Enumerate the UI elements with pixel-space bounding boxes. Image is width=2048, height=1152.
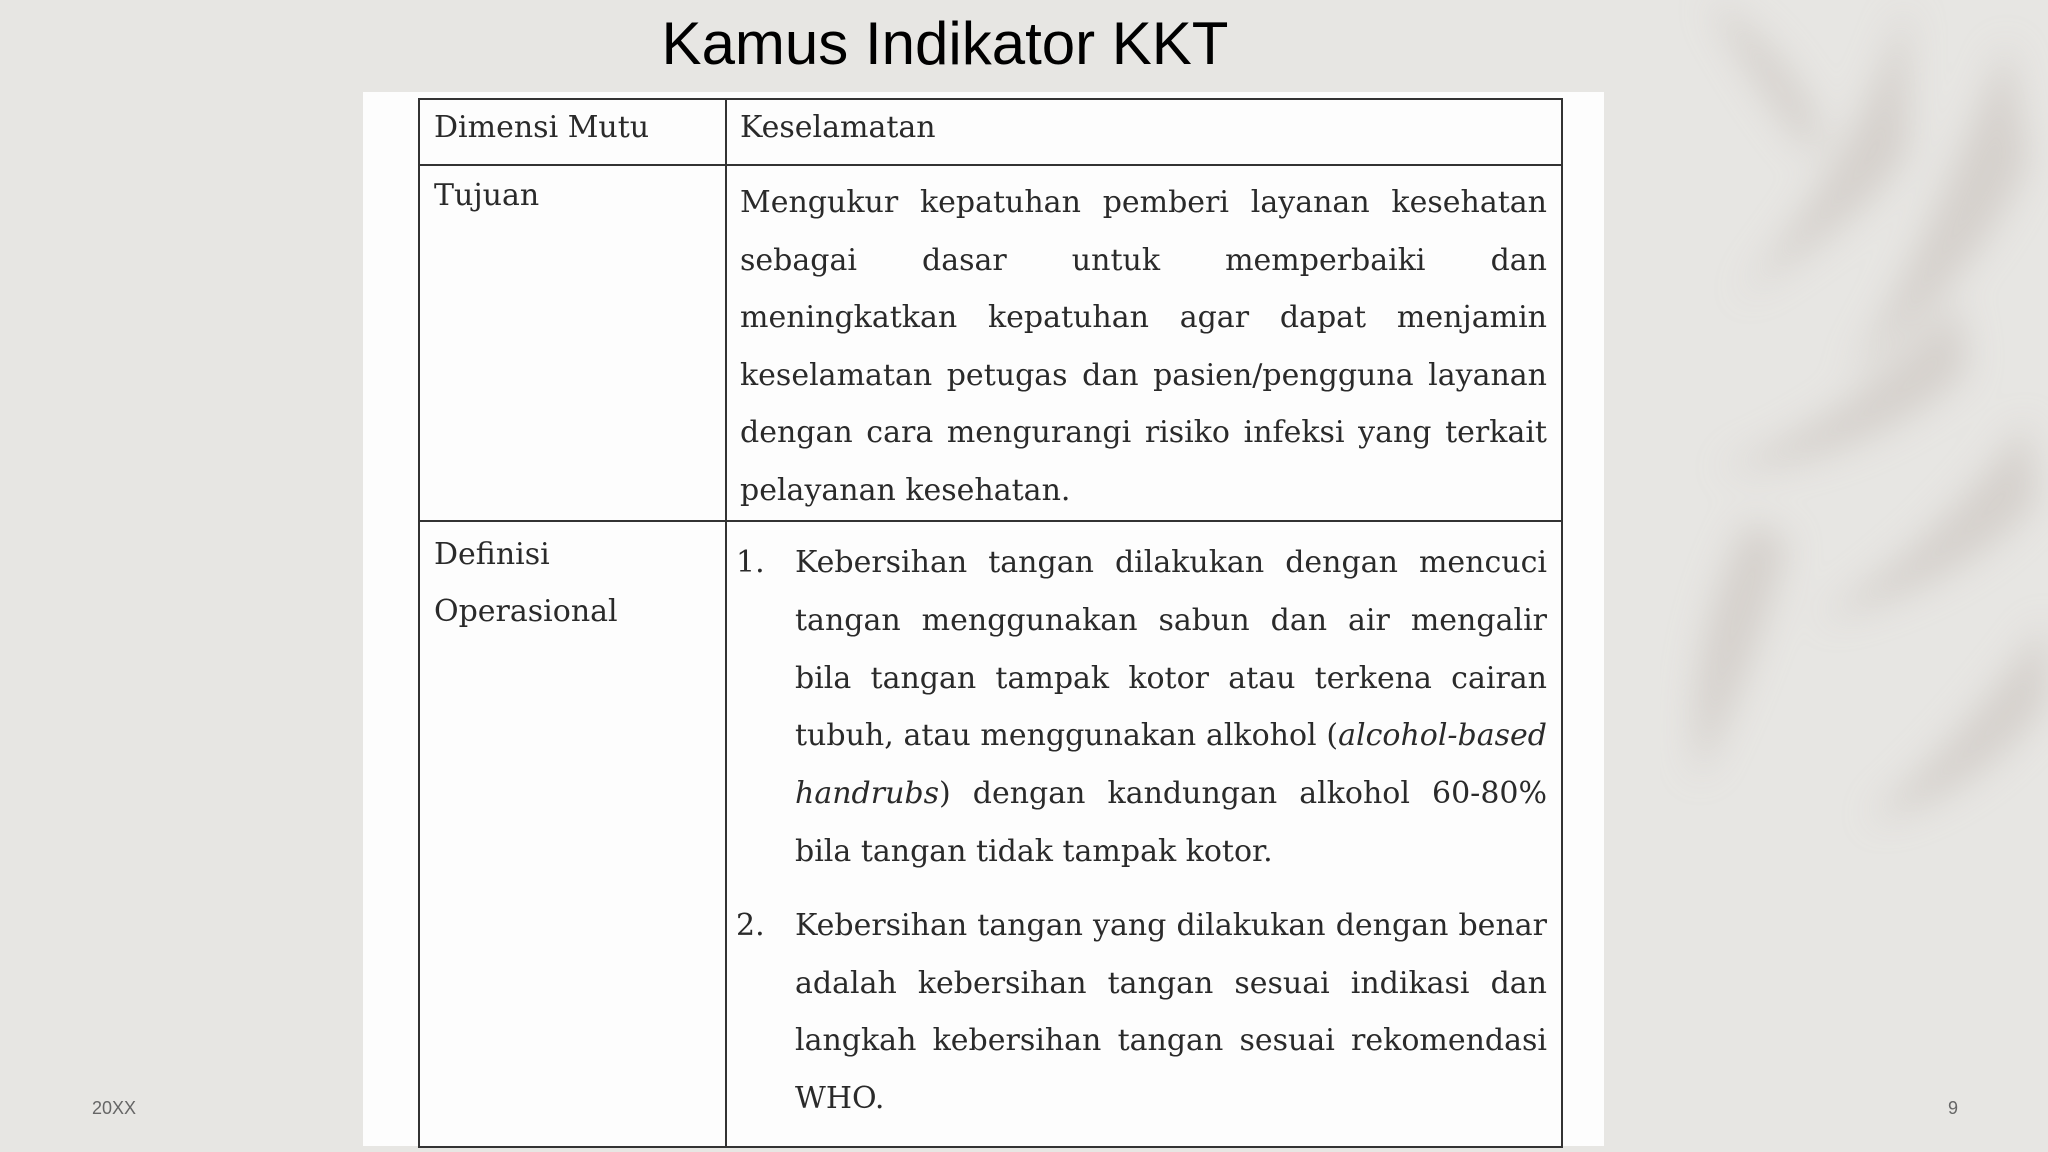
- row-label-tujuan: Tujuan: [419, 165, 726, 521]
- label-line: Operasional: [434, 594, 618, 629]
- row-value-keselamatan: Keselamatan: [726, 99, 1562, 165]
- row-label-definisi-operasional: [419, 521, 726, 1147]
- document-table-image: [363, 92, 1604, 1146]
- label-line: Definisi: [434, 537, 550, 572]
- footer-date: 20XX: [92, 1098, 137, 1118]
- table-row: [419, 521, 1562, 1147]
- table-row: [419, 165, 1562, 521]
- list-item-text: Kebersihan tangan dilakukan dengan mencuci tangan menggunakan sabun dan air mengalir bila tangan tampak kotor atau terkena cairan tubuh, atau menggunakan alkohol (: [795, 545, 1547, 754]
- slide-title: Kamus Indikator KKT: [661, 10, 1229, 77]
- list-item-number: 2.: [736, 907, 765, 943]
- list-item: [736, 534, 1547, 881]
- list-item-text: ) dengan kandungan alkohol 60-80% bila tangan tidak tampak kotor.: [795, 776, 1547, 869]
- list-item: [736, 897, 1547, 1128]
- list-item-italic-term: alcohol-based handrubs: [795, 718, 1547, 812]
- list-item-number: 1.: [736, 545, 765, 580]
- table-row: [419, 99, 1562, 165]
- page-number: 9: [1947, 1098, 1958, 1118]
- row-value-definisi-operasional: [726, 521, 1562, 1147]
- row-label-dimensi-mutu: Dimensi Mutu: [419, 99, 726, 165]
- list-item-text: Kebersihan tangan yang dilakukan dengan benar adalah kebersihan tangan sesuai indikasi dan langkah kebersihan tangan sesuai rekomendasi WHO.: [795, 907, 1547, 1117]
- definisi-list: [736, 534, 1547, 1128]
- indicator-table: [418, 98, 1563, 1148]
- row-value-tujuan: Mengukur kepatuhan pemberi layanan kesehatan sebagai dasar untuk memperbaiki dan meningkatkan kepatuhan agar dapat menjamin keselamatan petugas dan pasien/pengguna layanan dengan cara mengurangi risiko infeksi yang terkait pelayanan kesehatan.: [726, 165, 1562, 521]
